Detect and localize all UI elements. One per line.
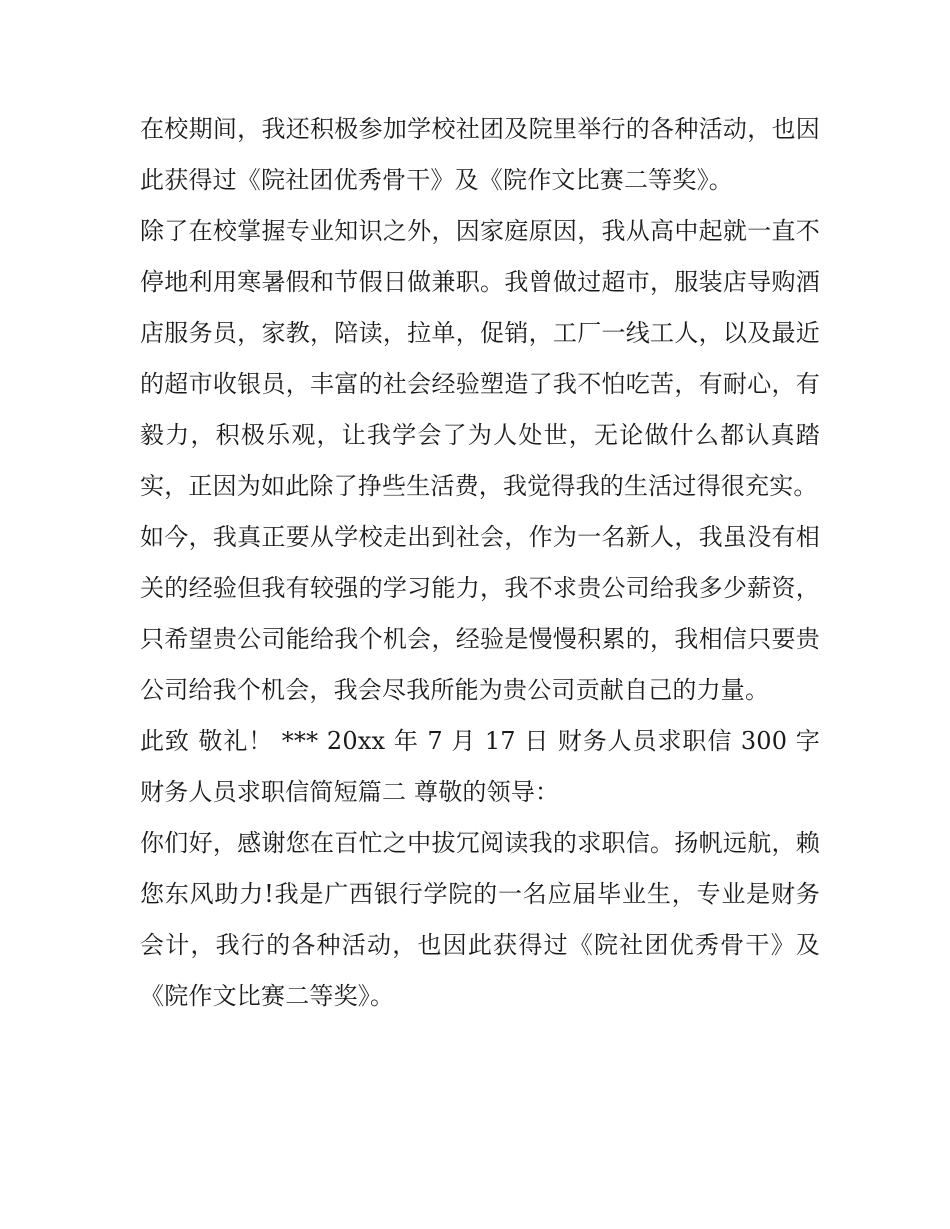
document-body <box>140 104 820 1022</box>
paragraph-closing-and-heading: 此致 敬礼！ *** 20xx 年 7 月 17 日 财务人员求职信 300 字 财务人员求职信简短篇二 尊敬的领导： <box>140 727 820 806</box>
paragraph-job-request: 如今，我真正要从学校走出到社会，作为一名新人，我虽没有相关的经验但我有较强的学习能力，我不求贵公司给我多少薪资，只希望贵公司能给我个机会，经验是慢慢积累的，我相信只要贵公司给我个机会，我会尽我所能为贵公司贡献自己的力量。 <box>140 523 820 704</box>
paragraph-greeting-intro: 你们好，感谢您在百忙之中拔冗阅读我的求职信。扬帆远航，赖您东风助力!我是广西银行学院的一名应届毕业生，专业是财务会计，我行的各种活动，也因此获得过《院社团优秀骨干》及《院作文比赛二等奖》。 <box>140 829 820 1010</box>
paragraph-campus-activities: 在校期间，我还积极参加学校社团及院里举行的各种活动，也因此获得过《院社团优秀骨干》及《院作文比赛二等奖》。 <box>140 115 820 194</box>
paragraph-part-time-work: 除了在校掌握专业知识之外，因家庭原因，我从高中起就一直不停地利用寒暑假和节假日做兼职。我曾做过超市，服装店导购酒店服务员，家教，陪读，拉单，促销，工厂一线工人，以及最近的超市收银员，丰富的社会经验塑造了我不怕吃苦，有耐心，有毅力，积极乐观，让我学会了为人处世，无论做什么都认真踏实，正因为如此除了挣些生活费，我觉得我的生活过得很充实。 <box>140 217 820 500</box>
